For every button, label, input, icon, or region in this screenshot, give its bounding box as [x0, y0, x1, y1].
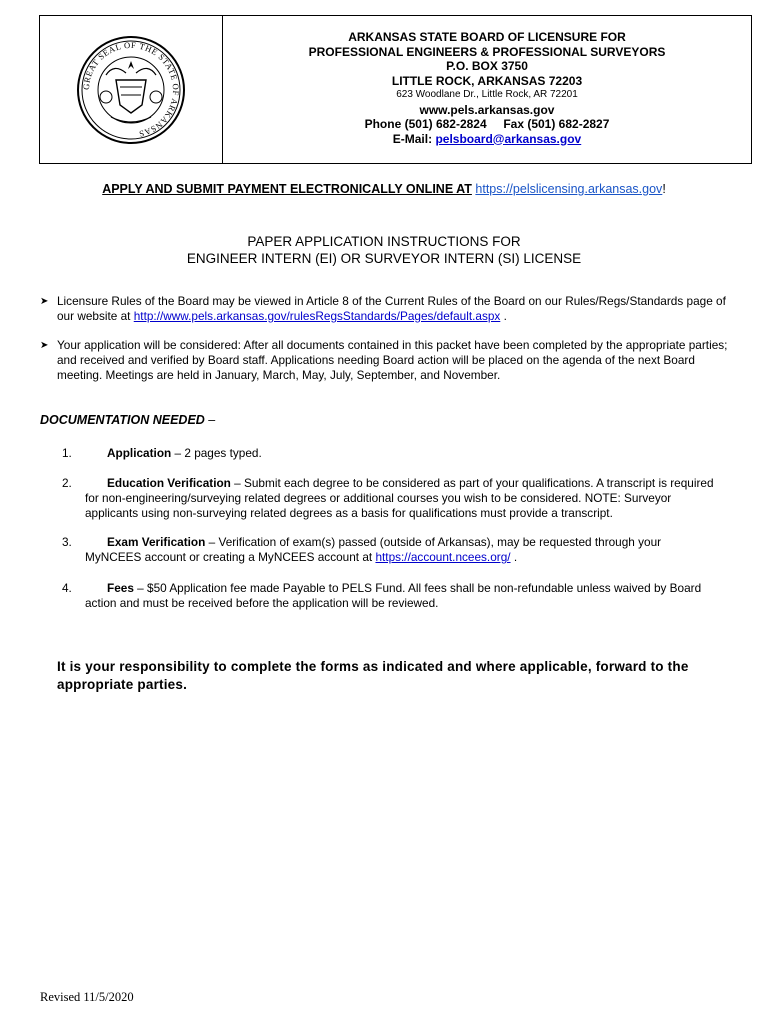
bullet-text: Your application will be considered: After all documents contained in this packet have been completed by the appropriate parties; and received and verified by Board staff. Applications needing Board action will be placed on the agenda of the next Board meeting. Meetings are held in January, March, May, July, September, and November.	[57, 338, 728, 382]
title-line1: PAPER APPLICATION INSTRUCTIONS FOR	[247, 234, 521, 249]
title-line2: ENGINEER INTERN (EI) OR SURVEYOR INTERN (SI) LICENSE	[186, 251, 582, 266]
email-line	[223, 132, 751, 147]
state-seal-logo	[76, 35, 186, 145]
ncees-link[interactable]: https://account.ncees.org/	[375, 550, 511, 564]
city-state-zip: LITTLE ROCK, ARKANSAS 72203	[391, 73, 583, 88]
arrow-bullet-icon: ➤	[40, 296, 49, 307]
doc-item: 3. Exam Verification – Verification of exam(s) passed (outside of Arkansas), may be requested through your MyNCEES account or creating a MyNCEES account at https://account.ncees.org/ .	[62, 535, 662, 564]
svg-text:GREAT SEAL OF THE STATE OF ARK: GREAT SEAL OF THE STATE OF ARKANSAS	[80, 39, 182, 139]
doc-item: 1. Application – 2 pages typed.	[62, 446, 262, 460]
board-name-line1: ARKANSAS STATE BOARD OF LICENSURE FOR	[348, 30, 626, 44]
bullet-item	[40, 338, 730, 383]
item-title: Education Verification	[107, 476, 231, 490]
apply-online-line	[0, 182, 768, 196]
item-number: 2.	[62, 476, 72, 490]
item-title: Exam Verification	[107, 535, 206, 549]
revised-date: Revised 11/5/2020	[40, 990, 134, 1004]
rules-link[interactable]: http://www.pels.arkansas.gov/rulesRegsStandards/Pages/default.aspx	[133, 309, 501, 323]
board-address	[223, 16, 751, 163]
pelslicensing-link[interactable]: https://pelslicensing.arkansas.gov	[475, 182, 663, 196]
documentation-heading: DOCUMENTATION NEEDED –	[40, 413, 216, 427]
bullet-item	[40, 294, 730, 324]
po-box: P.O. BOX 3750	[446, 59, 528, 73]
bullet-text: Licensure Rules of the Board may be viewed in Article 8 of the Current Rules of the Board on our Rules/Regs/Standards page of our website at http://www.pels.arkansas.gov/rulesRegsStandards/Pages/default.aspx .	[57, 294, 726, 323]
apply-online-text: APPLY AND SUBMIT PAYMENT ELECTRONICALLY ONLINE AT	[102, 182, 472, 196]
website: www.pels.arkansas.gov	[419, 102, 555, 117]
responsibility-note: It is your responsibility to complete the forms as indicated and where applicable, forward to the appropriate parties.	[57, 659, 689, 692]
item-number: 1.	[62, 446, 72, 460]
board-name-line2: PROFESSIONAL ENGINEERS & PROFESSIONAL SURVEYORS	[308, 44, 666, 59]
arrow-bullet-icon: ➤	[40, 340, 49, 351]
doc-item: 4. Fees – $50 Application fee made Payable to PELS Fund. All fees shall be non-refundable unless waived by Board action and must be received before the application will be reviewed.	[62, 581, 702, 610]
page-title	[0, 233, 768, 267]
letterhead-box	[39, 15, 752, 164]
email-label: E-Mail:	[392, 131, 433, 146]
street-address: 623 Woodlane Dr., Little Rock, AR 72201	[396, 89, 578, 100]
seal-cell	[40, 16, 223, 163]
email-link[interactable]: pelsboard@arkansas.gov	[435, 131, 582, 146]
phone-fax: Phone (501) 682-2824 Fax (501) 682-2827	[364, 117, 610, 131]
item-title: Fees	[107, 581, 134, 595]
item-number: 3.	[62, 535, 72, 549]
item-number: 4.	[62, 581, 72, 595]
doc-item: 2. Education Verification – Submit each degree to be considered as part of your qualifications. A transcript is required for non-engineering/surveying related degrees or additional courses you wish to be considered. NOTE: Surveyor applicants using non-surveying related degrees as a basis for qualifications must provide a transcript.	[62, 476, 714, 520]
item-title: Application	[107, 446, 172, 460]
apply-trail: !	[662, 182, 666, 196]
